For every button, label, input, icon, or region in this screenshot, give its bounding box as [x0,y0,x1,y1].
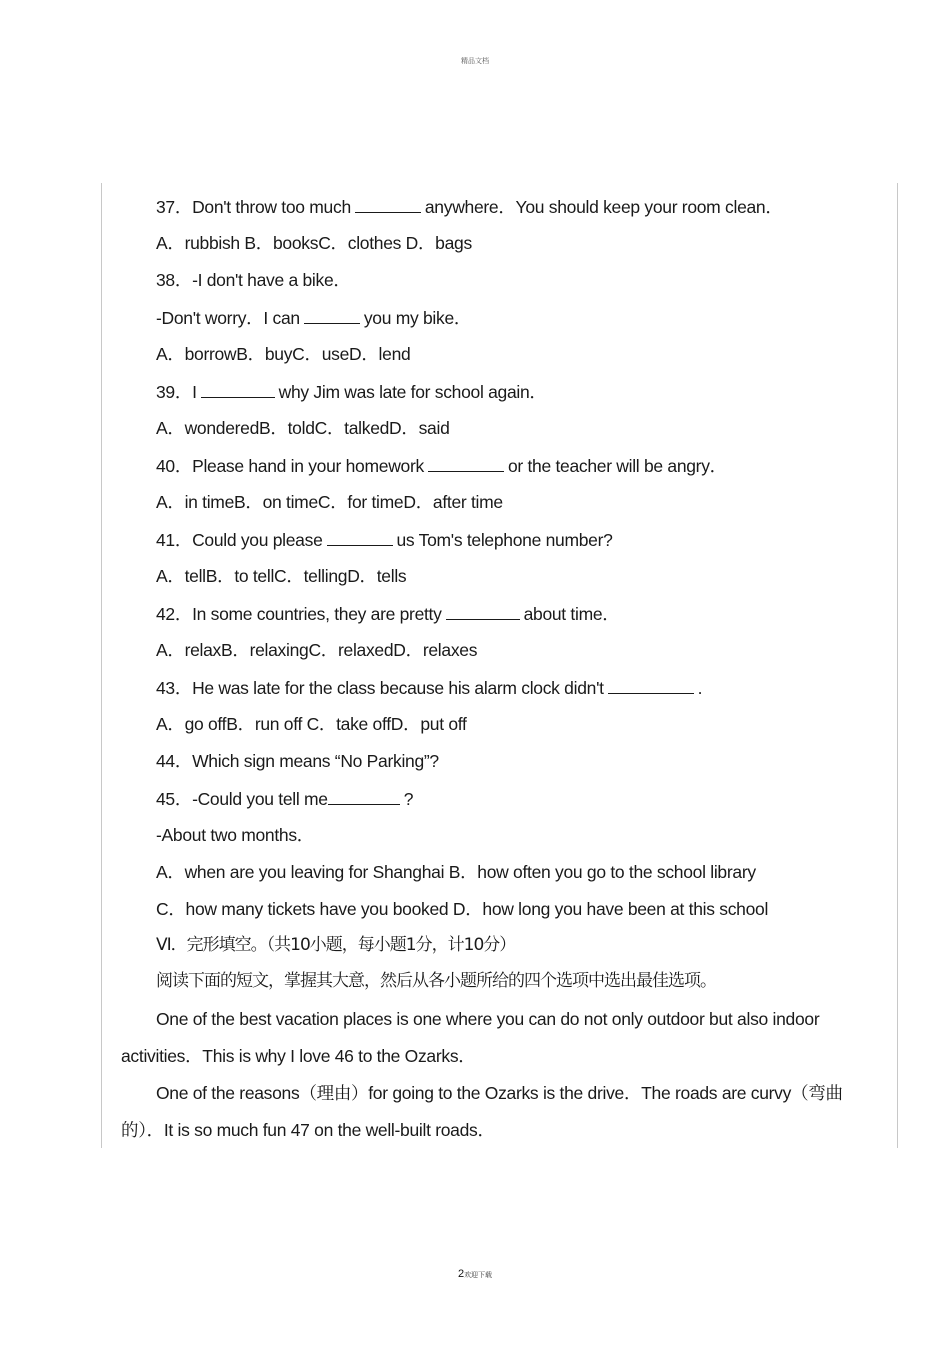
question-44: 44．Which sign means “No Parking”? [156,751,439,771]
answer-blank [201,380,275,398]
answer-blank [327,528,393,546]
options-45-ab: A．when are you leaving for Shanghai B．how often you go to the school library [156,862,756,882]
question-text: 42．In some countries, they are pretty [156,604,442,624]
question-38-reply [156,306,471,329]
question-text: . [697,678,703,698]
header-note: 精品文档 [461,58,489,65]
options-38: A．borrowB．buyC．useD．lend [156,344,411,364]
options-42: A．relaxB．relaxingC．relaxedD．relaxes [156,640,478,660]
section-instruction: 阅读下面的短文，掌握其大意，然后从各小题所给的四个选项中选出最佳选项。 [156,971,716,991]
question-text: 39．I [156,382,197,402]
question-text: -Don't worry．I can [156,308,300,328]
question-text: ? [403,789,414,809]
question-37 [156,195,783,218]
question-text: why Jim was late for school again． [278,382,547,402]
question-text: 43．He was late for the class because his alarm clock didn't [156,678,604,698]
frame-left-border [101,183,102,1148]
question-text: anywhere．You should keep your room clean． [424,197,783,217]
question-38: 38．-I don't have a bike． [156,270,351,290]
options-43: A．go offB．run off C．take offD．put off [156,714,467,734]
options-39: A．wonderedB．toldC．talkedD．said [156,418,450,438]
answer-blank [446,602,520,620]
page-footer [0,1268,950,1280]
section-title: Ⅵ．完形填空。（共10小题，每小题1分，计10分） [156,935,516,955]
passage-line: One of the best vacation places is one where you can do not only outdoor but also indoor [156,1009,820,1029]
answer-blank [328,787,400,805]
question-text: you my bike． [363,308,472,328]
frame-right-border [897,183,898,1148]
question-text: 45．-Could you tell me [156,789,328,809]
question-text: 37．Don't throw too much [156,197,351,217]
options-40: A．in timeB．on timeC．for timeD．after time [156,492,503,512]
question-45 [156,787,413,810]
question-40 [156,454,727,477]
question-text: 40．Please hand in your homework [156,456,424,476]
page-number: 2 [457,1268,465,1280]
question-41 [156,528,613,551]
answer-blank [608,676,694,694]
question-45-answer: -About two months． [156,825,315,845]
question-43 [156,676,702,699]
answer-blank [304,306,360,324]
options-45-cd: C．how many tickets have you booked D．how long you have been at this school [156,899,769,919]
passage-line: activities．This is why I love 46 to the Ozarks． [121,1046,476,1066]
answer-blank [428,454,504,472]
options-41: A．tellB．to tellC．tellingD．tells [156,566,407,586]
question-39 [156,380,547,403]
passage-line: One of the reasons（理由）for going to the Ozarks is the drive．The roads are curvy（弯曲 [156,1083,843,1103]
question-42 [156,602,620,625]
footer-note: 欢迎下载 [464,1272,493,1279]
question-text: about time． [523,604,620,624]
question-text: or the teacher will be angry． [507,456,727,476]
options-37: A．rubbish B．booksC．clothes D．bags [156,233,472,253]
question-text: 41．Could you please [156,530,323,550]
passage-line: 的）．It is so much fun 47 on the well-built roads． [121,1120,495,1140]
question-text: us Tom's telephone number? [396,530,613,550]
answer-blank [355,195,421,213]
